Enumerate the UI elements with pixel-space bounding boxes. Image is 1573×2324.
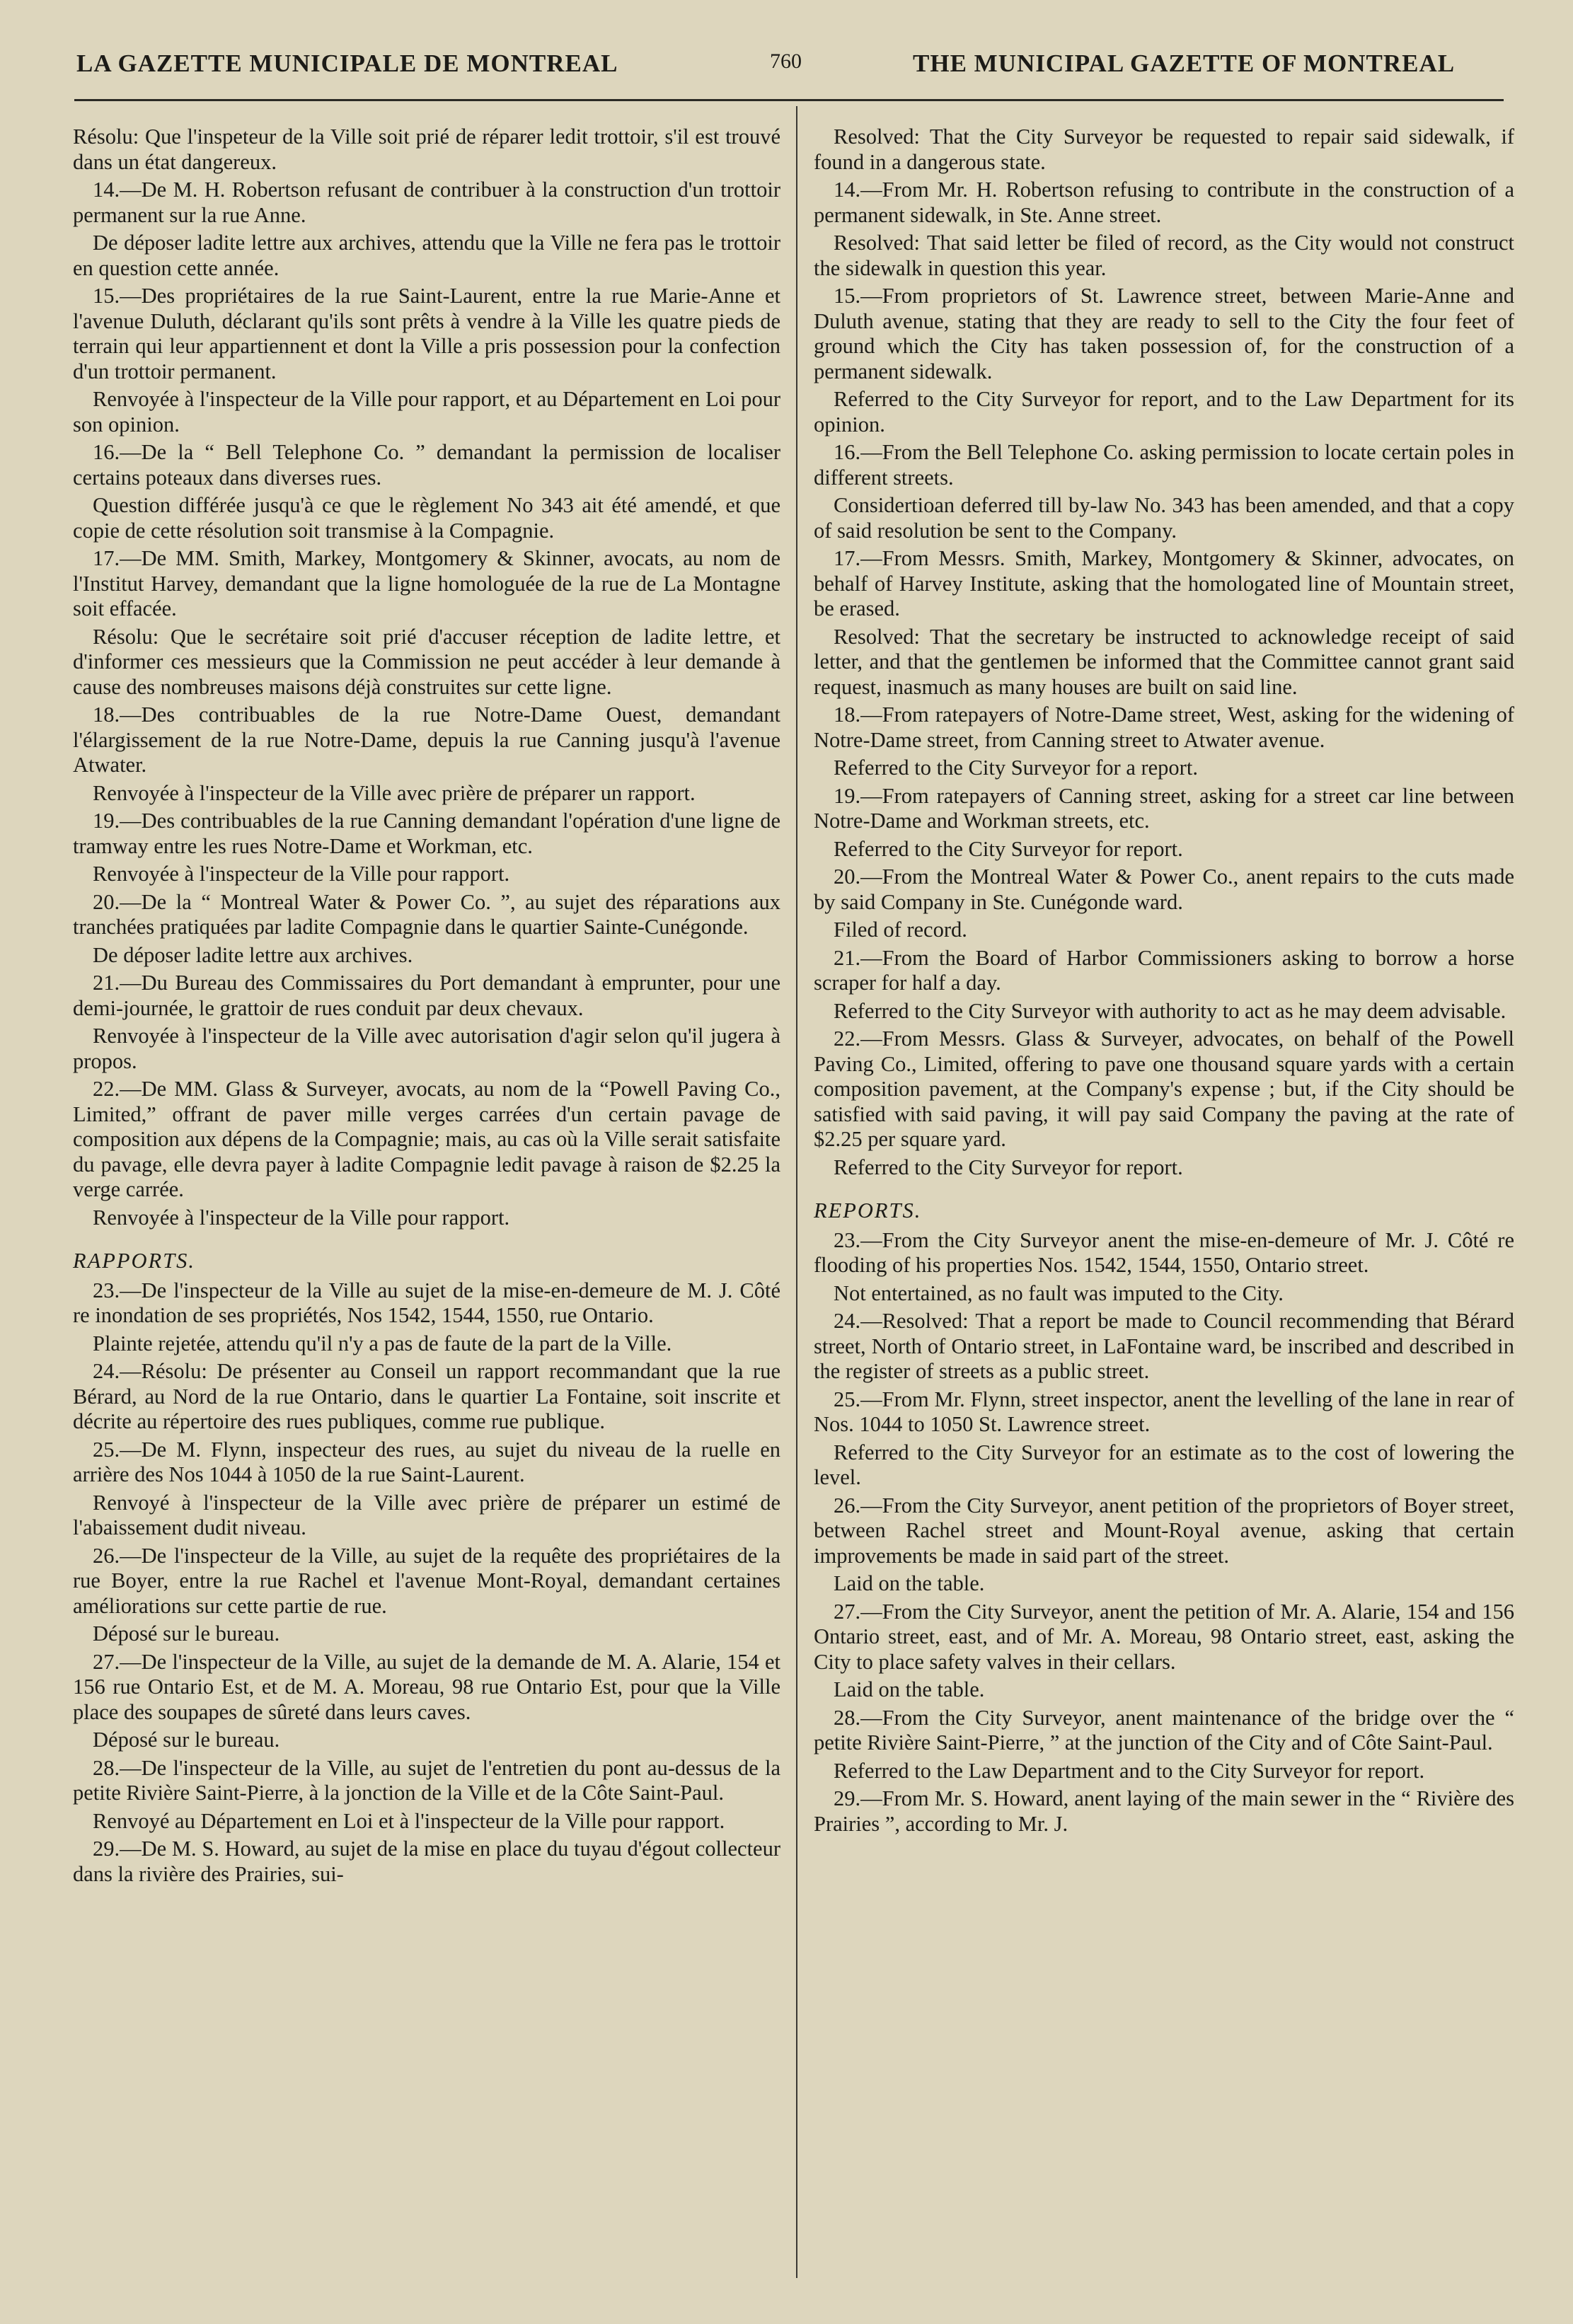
paragraph: 29.—De M. S. Howard, au sujet de la mise en place du tuyau d'égout collecteur dans la rivière des Prairies, sui- (73, 1837, 780, 1886)
paragraph: Question différée jusqu'à ce que le règlement No 343 ait été amendé, et que copie de cette résolution soit transmise à la Compagnie. (73, 493, 780, 543)
paragraph: 17.—From Messrs. Smith, Markey, Montgomery & Skinner, advocates, on behalf of Harvey Institute, asking that the homologated line of Mountain street, be erased. (814, 546, 1514, 620)
paragraph: Not entertained, as no fault was imputed to the City. (834, 1280, 1284, 1305)
paragraph: Referred to the City Surveyor for report, and to the Law Department for its opinion. (814, 387, 1514, 437)
paragraph: Referred to the City Surveyor for an estimate as to the cost of lowering the level. (814, 1440, 1514, 1489)
paragraph: 23.—From the City Surveyor anent the mise-en-demeure of Mr. J. Côté re flooding of his properties Nos. 1542, 1544, 1550, Ontario street. (814, 1227, 1514, 1277)
paragraph: Referred to the Law Department and to the City Surveyor for report. (834, 1758, 1425, 1783)
paragraph: Referred to the City Surveyor for a report. (834, 756, 1198, 780)
paragraph: 28.—From the City Surveyor, anent maintenance of the bridge over the “ petite Rivière Saint-Pierre, ” at the junction of the City and of Côte Saint-Paul. (814, 1705, 1514, 1754)
paragraph: Referred to the City Surveyor for report. (834, 836, 1183, 861)
paragraph: 21.—From the Board of Harbor Commissioners asking to borrow a horse scraper for half a day. (814, 945, 1514, 995)
paragraph: Renvoyée à l'inspecteur de la Ville avec autorisation d'agir selon qu'il jugera à propos. (73, 1024, 780, 1073)
paragraph: 19.—From ratepayers of Canning street, asking for a street car line between Notre-Dame and Workman streets, etc. (814, 783, 1514, 833)
paragraph: 16.—De la “ Bell Telephone Co. ” demandant la permission de localiser certains poteaux dans diverses rues. (73, 440, 780, 490)
paragraph: Déposé sur le bureau. (93, 1621, 280, 1646)
paragraph: Renvoyé à l'inspecteur de la Ville avec prière de préparer un estimé de l'abaissement dudit niveau. (73, 1490, 780, 1539)
paragraph: Déposé sur le bureau. (93, 1728, 280, 1752)
paragraph: Résolu: Que le secrétaire soit prié d'accuser réception de ladite lettre, et d'informer ces messieurs que la Commission ne peut accéder à leur demande à cause des nombreuses maisons déjà construites sur cette ligne. (73, 624, 780, 699)
paragraph: Resolved: That the City Surveyor be requested to repair said sidewalk, if found in a dangerous state. (814, 125, 1514, 174)
paragraph: 22.—De MM. Glass & Surveyer, avocats, au nom de la “Powell Paving Co., Limited,” offrant de paver mille verges carrées d'un certain pavage de composition aux dépens de la Compagnie; mais, au cas où la Ville serait satisfaite du pavage, elle devra payer à ladite Compagnie ledit pavage à raison de $2.25 la verge carrée. (73, 1077, 780, 1201)
paragraph: 28.—De l'inspecteur de la Ville, au sujet de l'entretien du pont au-dessus de la petite Rivière Saint-Pierre, à la jonction de la Ville et de la Côte Saint-Paul. (73, 1755, 780, 1805)
paragraph: 21.—Du Bureau des Commissaires du Port demandant à emprunter, pour une demi-journée, le grattoir de rues conduit par deux chevaux. (73, 971, 780, 1020)
paragraph: 24.—Resolved: That a report be made to Council recommending that Bérard street, North of Ontario street, in LaFontaine ward, be inscribed and described in the register of streets as a public street. (814, 1309, 1514, 1383)
paragraph: Resolved: That the secretary be instructed to acknowledge receipt of said letter, and that the gentlemen be informed that the Committee cannot grant said request, inasmuch as many houses are built on said line. (814, 624, 1514, 699)
paragraph: 22.—From Messrs. Glass & Surveyer, advocates, on behalf of the Powell Paving Co., Limited, offering to pave one thousand square yards with a certain composition pavement, at the Company's expense ; but, if the City should be satisfied with said paving, it will pay said Company the paving at the rate of $2.25 per square yard. (814, 1027, 1514, 1151)
paragraph: De déposer ladite lettre aux archives. (93, 942, 413, 967)
paragraph: 17.—De MM. Smith, Markey, Montgomery & Skinner, avocats, au nom de l'Institut Harvey, demandant que la ligne homologuée de la rue de La Montagne soit effacée. (73, 546, 780, 620)
column-divider (796, 106, 797, 2278)
page-number: 760 (770, 50, 802, 73)
paragraph: Laid on the table. (834, 1677, 985, 1701)
paragraph: Renvoyée à l'inspecteur de la Ville pour rapport. (93, 862, 510, 886)
paragraph: Resolved: That said letter be filed of record, as the City would not construct the sidewalk in question this year. (814, 231, 1514, 280)
paragraph: Résolu: Que l'inspeteur de la Ville soit prié de réparer ledit trottoir, s'il est trouvé dans un état dangereux. (73, 125, 780, 174)
paragraph: Renvoyée à l'inspecteur de la Ville pour rapport. (93, 1205, 510, 1230)
header-rule (74, 99, 1504, 101)
header-title-french: LA GAZETTE MUNICIPALE DE MONTREAL (76, 50, 618, 77)
paragraph: 26.—De l'inspecteur de la Ville, au sujet de la requête des propriétaires de la rue Boyer, entre la rue Rachel et l'avenue Mont-Royal, demandant certaines améliorations sur cette partie de rue. (73, 1543, 780, 1618)
page-header (0, 50, 1573, 92)
paragraph: Laid on the table. (834, 1571, 985, 1595)
english-column (814, 125, 1514, 1839)
paragraph: 20.—From the Montreal Water & Power Co., anent repairs to the cuts made by said Company in Ste. Cunégonde ward. (814, 865, 1514, 914)
paragraph: 14.—De M. H. Robertson refusant de contribuer à la construction d'un trottoir permanent sur la rue Anne. (73, 178, 780, 227)
paragraph: Renvoyée à l'inspecteur de la Ville avec prière de préparer un rapport. (93, 780, 696, 805)
paragraph: 25.—From Mr. Flynn, street inspector, anent the levelling of the lane in rear of Nos. 1044 to 1050 St. Lawrence street. (814, 1387, 1514, 1436)
paragraph: 29.—From Mr. S. Howard, anent laying of the main sewer in the “ Rivière des Prairies ”, according to Mr. J. (814, 1786, 1514, 1836)
paragraph: 27.—From the City Surveyor, anent the petition of Mr. A. Alarie, 154 and 156 Ontario street, east, and of Mr. A. Moreau, 98 Ontario street, east, asking the City to place safety valves in their cellars. (814, 1599, 1514, 1674)
paragraph: Plainte rejetée, attendu qu'il n'y a pas de faute de la part de la Ville. (93, 1331, 672, 1355)
paragraph: 16.—From the Bell Telephone Co. asking permission to locate certain poles in different streets. (814, 440, 1514, 490)
paragraph: De déposer ladite lettre aux archives, attendu que la Ville ne fera pas le trottoir en question cette année. (73, 231, 780, 280)
paragraph: 18.—From ratepayers of Notre-Dame street, West, asking for the widening of Notre-Dame street, from Canning street to Atwater avenue. (814, 703, 1514, 752)
paragraph: 26.—From the City Surveyor, anent petition of the proprietors of Boyer street, between Rachel street and Mount-Royal avenue, asking that certain improvements be made in said part of the street. (814, 1493, 1514, 1568)
section-heading: REPORTS. (814, 1198, 922, 1222)
french-column (73, 125, 780, 1890)
paragraph: 18.—Des contribuables de la rue Notre-Dame Ouest, demandant l'élargissement de la rue Notre-Dame, depuis la rue Canning jusqu'à l'avenue Atwater. (73, 703, 780, 777)
paragraph: 14.—From Mr. H. Robertson refusing to contribute in the construction of a permanent sidewalk, in Ste. Anne street. (814, 178, 1514, 227)
paragraph: 23.—De l'inspecteur de la Ville au sujet de la mise-en-demeure de M. J. Côté re inondation de ses propriétés, Nos 1542, 1544, 1550, rue Ontario. (73, 1278, 780, 1327)
section-heading: RAPPORTS. (73, 1249, 196, 1273)
paragraph: Considertioan deferred till by-law No. 343 has been amended, and that a copy of said resolution be sent to the Company. (814, 493, 1514, 543)
header-title-english: THE MUNICIPAL GAZETTE OF MONTREAL (913, 50, 1456, 77)
paragraph: Renvoyé au Département en Loi et à l'inspecteur de la Ville pour rapport. (93, 1808, 725, 1833)
paragraph: 15.—Des propriétaires de la rue Saint-Laurent, entre la rue Marie-Anne et l'avenue Duluth, déclarant qu'ils sont prêts à vendre à la Ville les quatre pieds de terrain qui leur appartiennent et dont la Ville a pris possession pour la confection d'un trottoir permanent. (73, 284, 780, 383)
paragraph: 24.—Résolu: De présenter au Conseil un rapport recommandant que la rue Bérard, au Nord de la rue Ontario, dans le quartier La Fontaine, soit inscrite et décrite au répertoire des rues publiques, comme rue publique. (73, 1359, 780, 1433)
paragraph: Filed of record. (834, 918, 967, 942)
paragraph: 27.—De l'inspecteur de la Ville, au sujet de la demande de M. A. Alarie, 154 et 156 rue Ontario Est, et de M. A. Moreau, 98 rue Ontario Est, pour que la Ville place des soupapes de sûreté dans leurs caves. (73, 1649, 780, 1724)
paragraph: Renvoyée à l'inspecteur de la Ville pour rapport, et au Département en Loi pour son opinion. (73, 387, 780, 437)
paragraph: 20.—De la “ Montreal Water & Power Co. ”, au sujet des réparations aux tranchées pratiquées par ladite Compagnie dans le quartier Sainte-Cunégonde. (73, 889, 780, 939)
paragraph: Referred to the City Surveyor for report. (834, 1155, 1183, 1179)
paragraph: 15.—From proprietors of St. Lawrence street, between Marie-Anne and Duluth avenue, stating that they are ready to sell to the City the four feet of ground which the City has taken possession of, for the construction of a permanent sidewalk. (814, 284, 1514, 383)
paragraph: 19.—Des contribuables de la rue Canning demandant l'opération d'une ligne de tramway entre les rues Notre-Dame et Workman, etc. (73, 809, 780, 858)
paragraph: 25.—De M. Flynn, inspecteur des rues, au sujet du niveau de la ruelle en arrière des Nos 1044 à 1050 de la rue Saint-Laurent. (73, 1437, 780, 1486)
paragraph: Referred to the City Surveyor with authority to act as he may deem advisable. (834, 998, 1506, 1023)
